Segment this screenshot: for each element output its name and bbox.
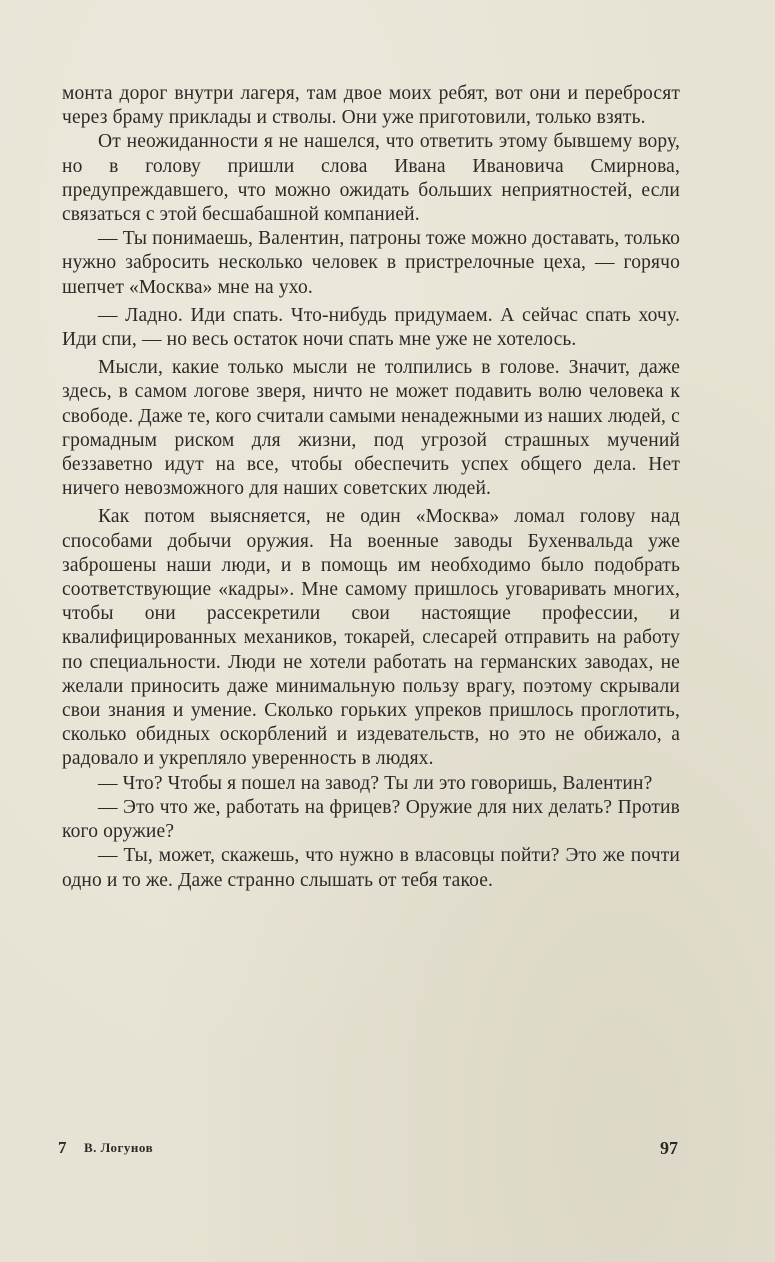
signature-mark: 7 [58, 1138, 67, 1157]
paragraph-1: монта дорог внутри лагеря, там двое моих ребят, вот они и перебросят через браму приклады и стволы. Они уже приготовили, только взять. [62, 83, 680, 129]
paragraph-6: Как потом выясняется, не один «Москва» ломал голову над способами добычи оружия. На военные заводы Бухенвальда уже заброшены наши люди, и в помощь им необходимо было подобрать соответствующие «кадры». Мне самому пришлось уговаривать многих, чтобы они рассекретили свои настоящие профессии, и квалифицированных механиков, токарей, слесарей отправить на работу по специальности. Люди не хотели работать на германских заводах, не желали приносить даже минимальную пользу врагу, поэтому скрывали свои знания и умение. Сколько горьких упреков пришлось проглотить, сколько обидных оскорблений и издевательств, но это не обижало, а радовало и укрепляло уверенность в людях. [62, 506, 680, 770]
page-text [62, 82, 680, 893]
page-footer [58, 1138, 678, 1164]
page-number: 97 [660, 1138, 678, 1158]
paragraph-5: Мысли, какие только мысли не толпились в голове. Значит, даже здесь, в самом логове зверя, ничто не может подавить волю человека к свободе. Даже те, кого считали самыми ненадежными из наших людей, с громадным риском для жизни, под угрозой страшных мучений беззаветно идут на все, чтобы обеспечить успех общего дела. Нет ничего невозможного для наших советских людей. [62, 357, 680, 500]
paragraph-8: — Это что же, работать на фрицев? Оружие для них делать? Против кого оружие? [62, 796, 680, 843]
paragraph-7: — Что? Чтобы я пошел на завод? Ты ли это говоришь, Валентин? [98, 772, 653, 794]
paragraph-2: От неожиданности я не нашелся, что ответить этому бывшему вору, но в голову пришли слова Ивана Ивановича Смирнова, предупреждавшего, что можно ожидать больших неприятностей, если связаться с этой бесшабашной компанией. [62, 131, 680, 226]
paragraph-3: — Ты понимаешь, Валентин, патроны тоже можно доставать, только нужно забросить несколько человек в пристрелочные цеха, — горячо шепчет «Москва» мне на ухо. [62, 228, 680, 298]
paragraph-4: — Ладно. Иди спать. Что-нибудь придумаем. А сейчас спать хочу. Иди спи, — но весь остаток ночи спать мне уже не хотелось. [62, 304, 680, 351]
author-name: В. Логунов [84, 1140, 154, 1155]
paragraph-9: — Ты, может, скажешь, что нужно в власовцы пойти? Это же почти одно и то же. Даже странно слышать от тебя такое. [62, 845, 680, 891]
